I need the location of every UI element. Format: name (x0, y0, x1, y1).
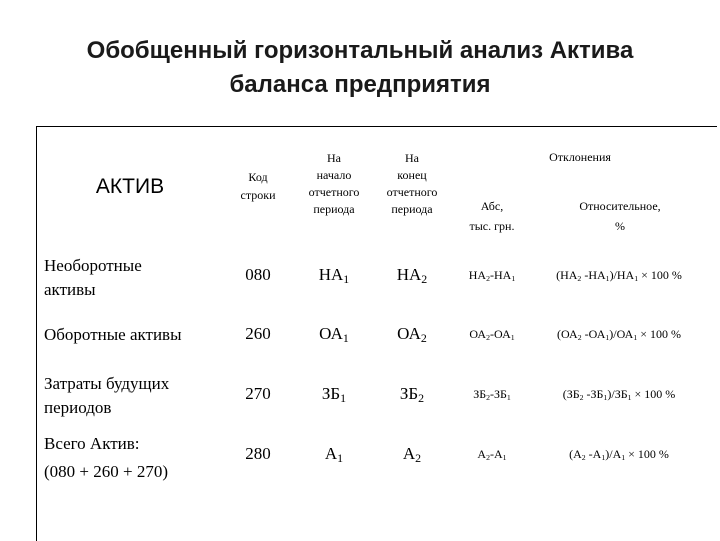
row-end-noncurrent: $НА_2$ (396, 265, 428, 286)
row-code-total: 280 (245, 444, 271, 463)
row-abs-noncurrent: НА2-НА1 (468, 268, 516, 283)
row-label-noncurrent: Необоротные активы (44, 256, 142, 299)
header-code: Код строки (240, 170, 276, 202)
row-abs-total: А2-А1 (477, 447, 507, 462)
row-end-current: $ОА_2$ (397, 324, 427, 345)
header-start: На начало отчетного периода (308, 151, 360, 216)
row-end-total: $А_2$ (402, 444, 422, 465)
page-title (0, 34, 720, 102)
title-line-2: баланса предприятия (229, 71, 491, 98)
row-rel-noncurrent: (НА2 -НА1)/НА1 × 100 % (556, 268, 682, 283)
row-start-future-costs: $ЗБ_1$ (321, 384, 347, 405)
row-label-future-costs: Затраты будущих периодов (44, 374, 170, 417)
row-label-current: Оборотные активы (44, 325, 182, 344)
row-rel-total: (А2 -А1)/А1 × 100 % (569, 447, 669, 462)
row-start-noncurrent: $НА_1$ (318, 265, 350, 286)
row-end-future-costs: $ЗБ_2$ (399, 384, 425, 405)
row-label-total: Всего Актив: (080 + 260 + 270) (44, 434, 168, 481)
row-start-total: $А_1$ (324, 444, 344, 465)
row-abs-current: ОА2-ОА1 (469, 327, 515, 342)
row-code-noncurrent: 080 (245, 265, 271, 284)
header-rel: Относительное, % (579, 199, 661, 233)
title-line-1: Обобщенный горизонтальный анализ Актива (86, 37, 634, 64)
row-code-future-costs: 270 (245, 384, 271, 403)
row-code-current: 260 (245, 324, 271, 343)
row-abs-future-costs: ЗБ2-ЗБ1 (473, 387, 511, 402)
row-rel-current: (ОА2 -ОА1)/ОА1 × 100 % (556, 327, 682, 342)
header-abs: Абс, тыс. грн. (469, 199, 515, 233)
header-deviations: Отклонения (549, 150, 611, 164)
header-end: На конец отчетного периода (386, 151, 438, 216)
header-aktiv: АКТИВ (95, 175, 165, 198)
row-start-current: $ОА_1$ (319, 324, 349, 345)
row-rel-future-costs: (ЗБ2 -ЗБ1)/ЗБ1 × 100 % (562, 387, 676, 402)
